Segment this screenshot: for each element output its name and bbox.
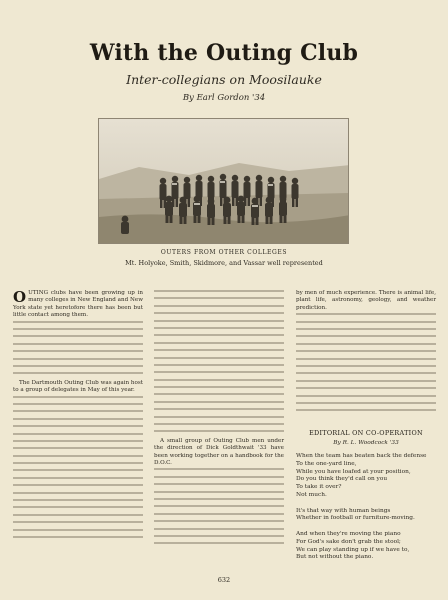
text-line [154, 349, 284, 351]
text-line [13, 343, 143, 345]
text-line [154, 505, 284, 507]
text-line [13, 492, 143, 494]
text-line [154, 312, 284, 314]
editorial-title: EDITORIAL ON CO-OPERATION [309, 429, 423, 437]
text-line [154, 476, 284, 478]
text-line [154, 401, 284, 403]
poem-line: Do you think they'd call on you [296, 476, 388, 483]
page-number: 632 [217, 576, 231, 584]
poem-line: While you have loafed at your position, [296, 468, 411, 475]
text-line [13, 462, 143, 464]
text-line [13, 455, 143, 457]
text-line [296, 328, 436, 330]
poem-line: And when they're moving the piano [296, 530, 401, 537]
text-line [13, 358, 143, 360]
text-line [296, 380, 436, 382]
text-line [154, 491, 284, 493]
body-column-3 [296, 290, 436, 417]
text-line [13, 350, 143, 352]
text-line [296, 387, 436, 389]
text-line [13, 321, 143, 323]
text-line [154, 430, 284, 432]
text-line [154, 379, 284, 381]
text-line [296, 372, 436, 374]
text-line [296, 350, 436, 352]
poem-line: To the one-yard line, [296, 460, 357, 467]
text-line [13, 440, 143, 442]
text-line [13, 484, 143, 486]
text-line [154, 468, 284, 470]
col1-paragraph: The Dartmouth Outing Club was again host to a group of delegates in May of this year. [13, 379, 143, 394]
text-line [13, 372, 143, 374]
poem-line: Not much. [296, 491, 327, 498]
text-line [13, 469, 143, 471]
text-line [154, 483, 284, 485]
text-line [13, 425, 143, 427]
text-line [154, 334, 284, 336]
text-line [13, 477, 143, 479]
col2-paragraph: A small group of Outing Club men under the direction of Dick Goldthwait '33 have been working together on a handbook for the D.O.C. [154, 437, 284, 467]
text-line [154, 290, 284, 292]
text-line [296, 365, 436, 367]
text-line [154, 342, 284, 344]
text-line [154, 297, 284, 299]
stanza-break [296, 500, 436, 508]
poem-line: It's that way with human beings [296, 507, 391, 514]
text-line [154, 520, 284, 522]
text-line [154, 371, 284, 373]
poem-byline: By R. L. Woodcock '33 [333, 440, 399, 446]
text-line [296, 321, 436, 323]
body-column-1 [13, 290, 143, 543]
poem [296, 453, 436, 562]
body-column-2 [154, 290, 284, 550]
text-line [13, 499, 143, 501]
text-line [154, 320, 284, 322]
photo-caption-heading: OUTERS FROM OTHER COLLEGES [160, 249, 288, 256]
text-line [296, 358, 436, 360]
text-line [154, 513, 284, 515]
text-line [13, 506, 143, 508]
drop-cap: O [13, 288, 27, 306]
col1-opening-paragraph: UTING clubs have been growing up in many colleges in New England and New York state yet heretofore there has been but little contact among them. [13, 290, 143, 319]
text-line [296, 313, 436, 315]
text-line [13, 410, 143, 412]
poem-line: Whether in football or furniture-moving. [296, 515, 415, 522]
poem-line: For God's sake don't grab the stool; [296, 538, 401, 545]
article-byline: By Earl Gordon '34 [182, 93, 266, 103]
text-line [13, 433, 143, 435]
text-line [296, 402, 436, 404]
text-line [296, 335, 436, 337]
text-line [154, 357, 284, 359]
text-line [13, 536, 143, 538]
poem-line: When the team has beaten back the defense [296, 453, 427, 459]
text-line [13, 514, 143, 516]
text-line [154, 386, 284, 388]
text-line [154, 408, 284, 410]
text-line [154, 416, 284, 418]
col3-paragraph: by men of much experience. There is animal life, plant life, astronomy, geology, and weather prediction. [296, 290, 436, 311]
text-line [296, 409, 436, 411]
group-photo [98, 118, 349, 244]
stanza-break [296, 523, 436, 531]
text-line [13, 529, 143, 531]
text-line [13, 403, 143, 405]
text-line [13, 447, 143, 449]
text-line [13, 521, 143, 523]
text-line [13, 335, 143, 337]
text-line [296, 343, 436, 345]
poem-line: We can play standing up if we have to, [296, 546, 410, 553]
text-line [13, 328, 143, 330]
text-line [154, 393, 284, 395]
text-line [154, 535, 284, 537]
poem-line: But not without the piano. [296, 554, 374, 561]
text-line [13, 396, 143, 398]
text-line [13, 365, 143, 367]
text-line [154, 327, 284, 329]
text-line [154, 423, 284, 425]
photo-caption-text: Mt. Holyoke, Smith, Skidmore, and Vassar well represented [125, 259, 323, 267]
text-line [154, 498, 284, 500]
article-subtitle: Inter-collegians on Moosilauke [126, 72, 322, 87]
group-photo-illustration [99, 119, 349, 244]
text-line [296, 395, 436, 397]
text-line [154, 542, 284, 544]
text-line [154, 364, 284, 366]
poem-line: To take it over? [296, 484, 342, 491]
text-line [154, 305, 284, 307]
text-line [13, 418, 143, 420]
text-line [154, 528, 284, 530]
article-title: With the Outing Club [89, 40, 359, 66]
